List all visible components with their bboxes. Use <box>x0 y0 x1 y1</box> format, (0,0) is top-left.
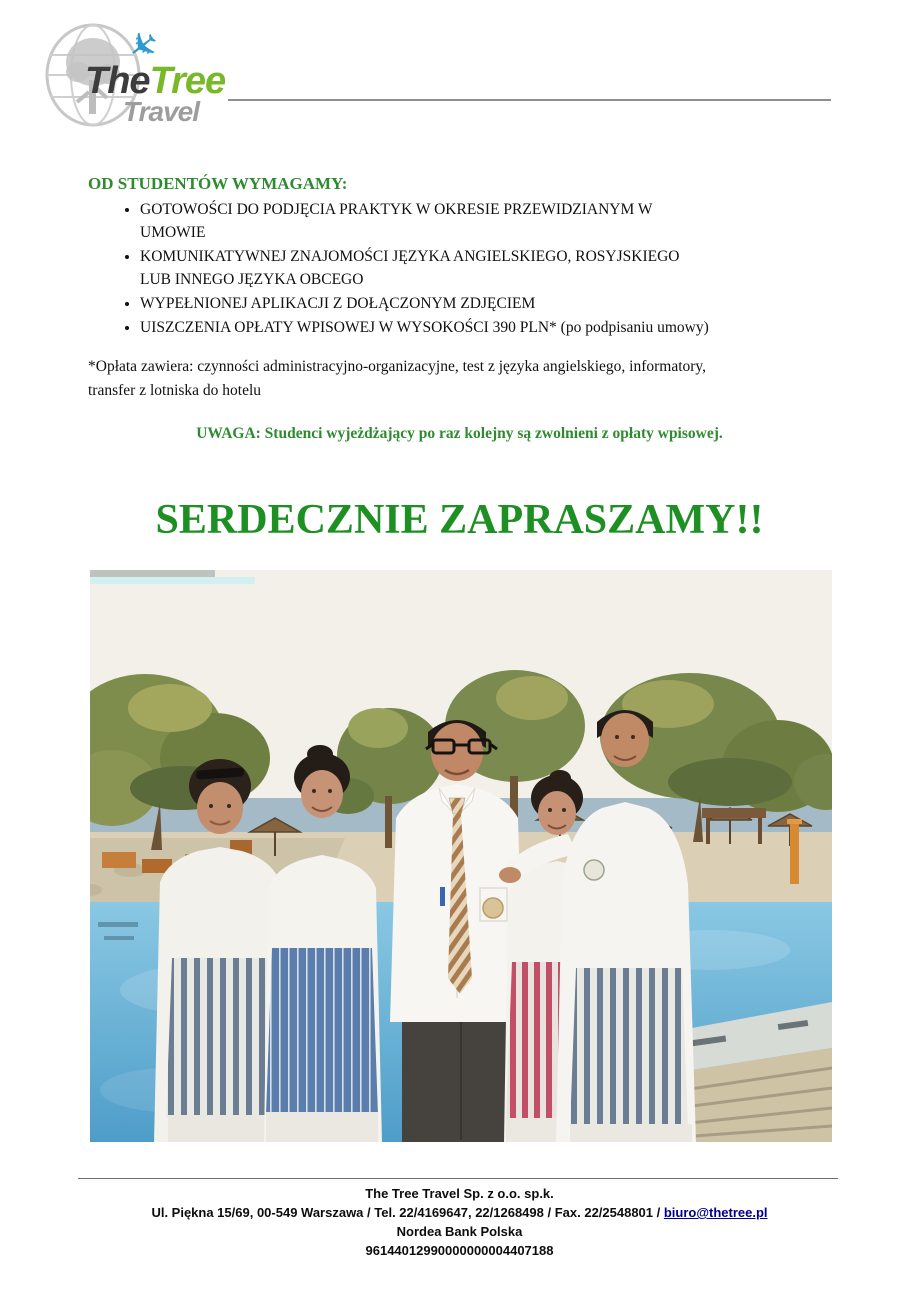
footer-bank: Nordea Bank Polska <box>396 1224 523 1239</box>
requirements-list <box>88 198 880 340</box>
footer <box>0 1184 919 1260</box>
company-logo <box>45 20 295 130</box>
footer-address-line <box>0 1203 919 1222</box>
footer-address: Ul. Piękna 15/69, 00-549 Warszawa / Tel. 22/4169647, 22/1268498 / Fax. 22/2548801 / <box>151 1205 664 1220</box>
airplane-icon: ✈ <box>119 21 169 72</box>
requirement-item: • GOTOWOŚCI DO PODJĘCIA PRAKTYK W OKRESIE PRZEWIDZIANYM W UMOWIE <box>140 198 880 244</box>
email-link[interactable]: biuro@thetree.pl <box>663 1205 768 1220</box>
welcome-heading: SERDECZNIE ZAPRASZAMY!! <box>155 497 764 543</box>
logo-text-travel: Travel <box>123 96 199 127</box>
team-photo-image <box>90 570 832 1142</box>
notice-text: UWAGA: Studenci wyjeżdżający po raz kolejny są zwolnieni z opłaty wpisowej. <box>196 425 723 442</box>
logo-text-tree: Tree <box>149 60 226 102</box>
fee-note: *Opłata zawiera: czynności administracyjno-organizacyjne, test z języka angielskiego, informatory, transfer z lotniska do hotelu <box>88 358 707 399</box>
footer-divider <box>78 1178 838 1179</box>
requirement-item: • UISZCZENIA OPŁATY WPISOWEJ W WYSOKOŚCI 390 PLN* (po podpisaniu umowy) <box>140 316 880 339</box>
footer-account-number: 96144012990000000004407188 <box>365 1243 554 1258</box>
team-photo <box>90 570 832 1142</box>
footer-company: The Tree Travel Sp. z o.o. sp.k. <box>365 1186 554 1201</box>
requirements-heading: OD STUDENTÓW WYMAGAMY: <box>88 174 348 194</box>
requirement-item: • WYPEŁNIONEJ APLIKACJI Z DOŁĄCZONYM ZDJĘCIEM <box>140 292 880 315</box>
requirement-item: • KOMUNIKATYWNEJ ZNAJOMOŚCI JĘZYKA ANGIELSKIEGO, ROSYJSKIEGO LUB INNEGO JĘZYKA OBCEGO <box>140 245 880 291</box>
logo-text-the: The <box>85 60 150 102</box>
header-divider <box>228 99 831 101</box>
